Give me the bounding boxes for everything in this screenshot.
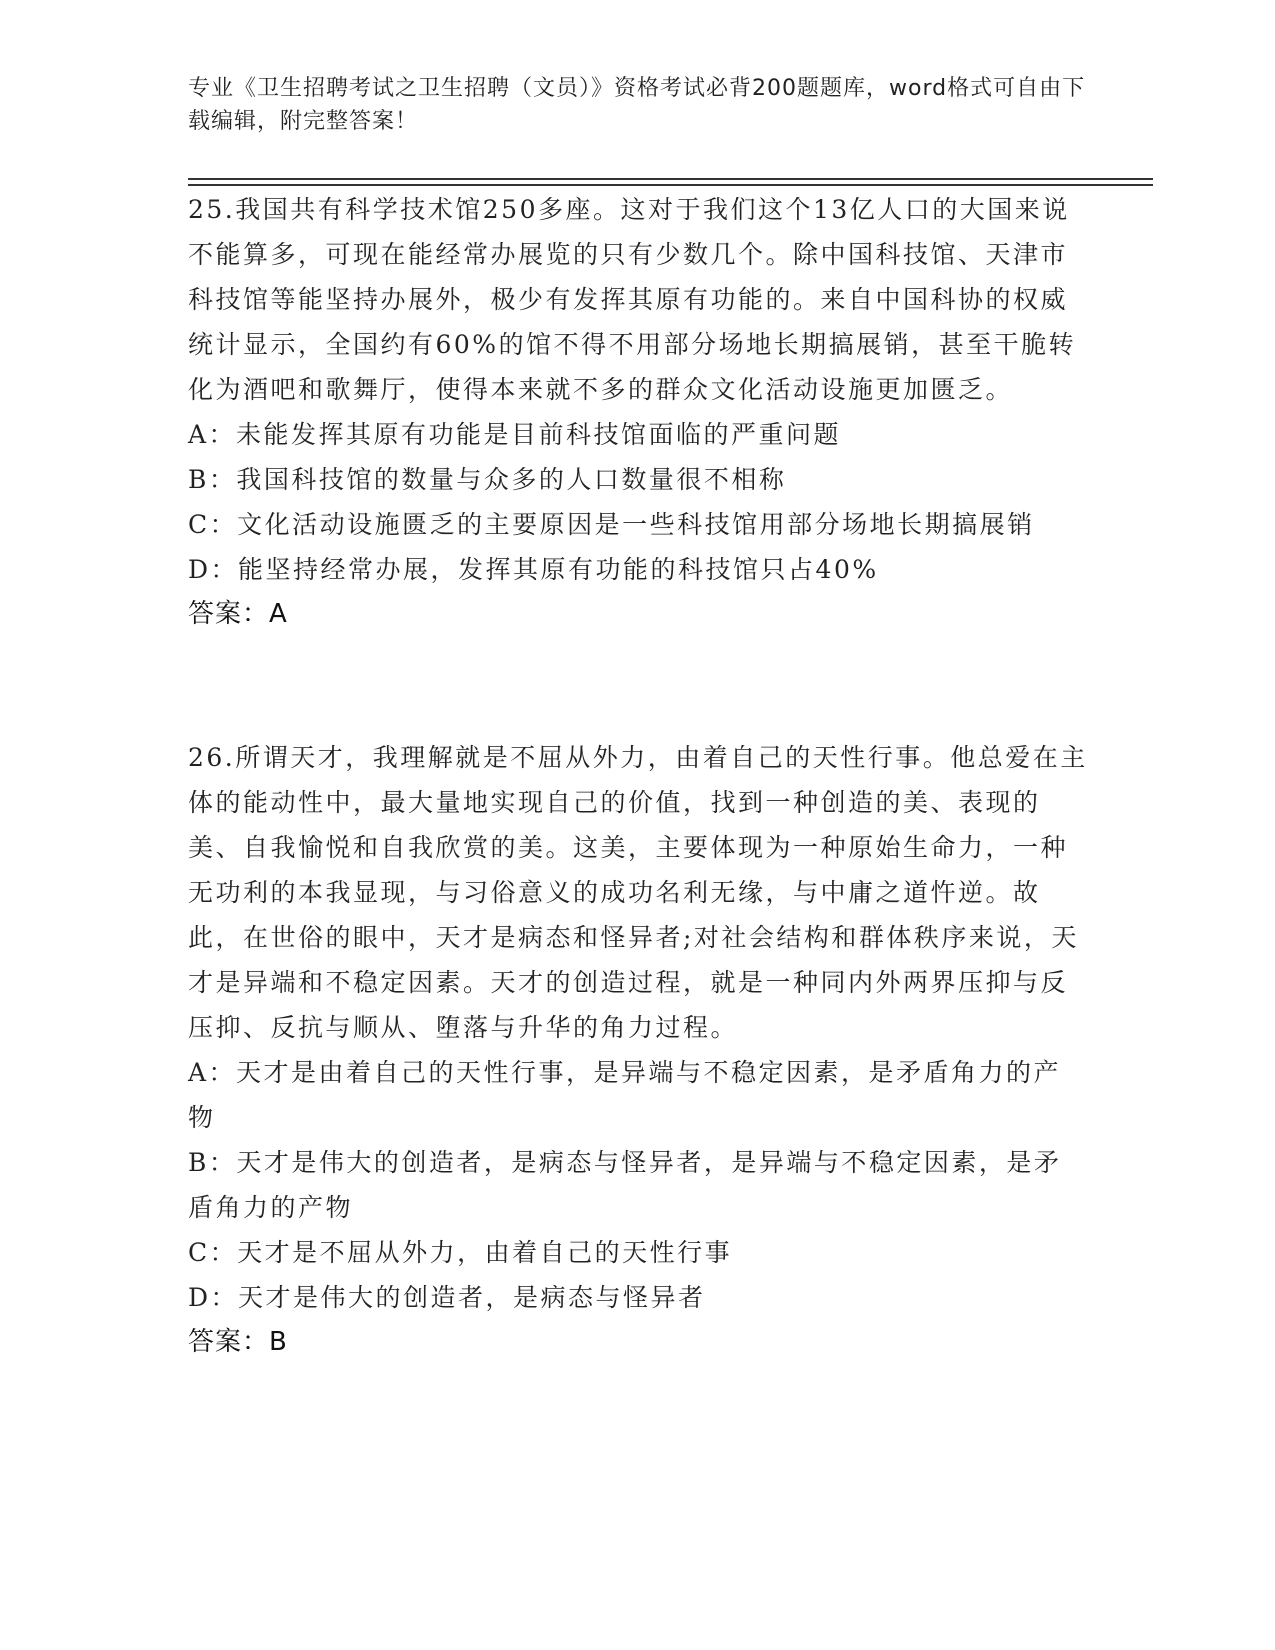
question-26 <box>188 735 1088 1365</box>
header-rule <box>188 178 1153 180</box>
option-a: A：未能发挥其原有功能是目前科技馆面临的严重问题 <box>188 420 842 449</box>
option-b: B：天才是伟大的创造者，是病态与怪异者，是异端与不稳定因素，是矛盾角力的产物 <box>188 1148 1062 1222</box>
option-d: D：天才是伟大的创造者，是病态与怪异者 <box>188 1283 706 1312</box>
question-stem: 26.所谓天才，我理解就是不屈从外力，由着自己的天性行事。他总爱在主体的能动性中，最大量地实现自己的价值，找到一种创造的美、表现的美、自我愉悦和自我欣赏的美。这美，主要体现为一种原始生命力，一种无功利的本我显现，与习俗意义的成功名利无缘，与中庸之道忤逆。故此，在世俗的眼中，天才是病态和怪异者;对社会结构和群体秩序来说，天才是异端和不稳定因素。天才的创造过程，就是一种同内外两界压抑与反压抑、反抗与顺从、堕落与升华的角力过程。 <box>188 743 1088 1042</box>
option-c: C：天才是不屈从外力，由着自己的天性行事 <box>188 1238 733 1267</box>
page-header: 专业《卫生招聘考试之卫生招聘（文员）》资格考试必背200题题库，word格式可自由下载编辑，附完整答案！ <box>188 76 1086 134</box>
header-rule-second <box>188 184 1153 186</box>
question-stem: 25.我国共有科学技术馆250多座。这对于我们这个13亿人口的大国来说不能算多，可现在能经常办展览的只有少数几个。除中国科技馆、天津市科技馆等能坚持办展外，极少有发挥其原有功能的。来自中国科协的权威统计显示，全国约有60%的馆不得不用部分场地长期搞展销，甚至干脆转化为酒吧和歌舞厅，使得本来就不多的群众文化活动设施更加匮乏。 <box>188 195 1077 404</box>
option-a: A：天才是由着自己的天性行事，是异端与不稳定因素，是矛盾角力的产物 <box>188 1058 1062 1132</box>
answer: 答案：B <box>188 1327 288 1357</box>
option-d: D：能坚持经常办展，发挥其原有功能的科技馆只占40% <box>188 555 879 584</box>
question-25 <box>188 187 1088 637</box>
option-b: B：我国科技馆的数量与众多的人口数量很不相称 <box>188 465 787 494</box>
answer: 答案：A <box>188 599 288 629</box>
option-c: C：文化活动设施匮乏的主要原因是一些科技馆用部分场地长期搞展销 <box>188 510 1035 539</box>
